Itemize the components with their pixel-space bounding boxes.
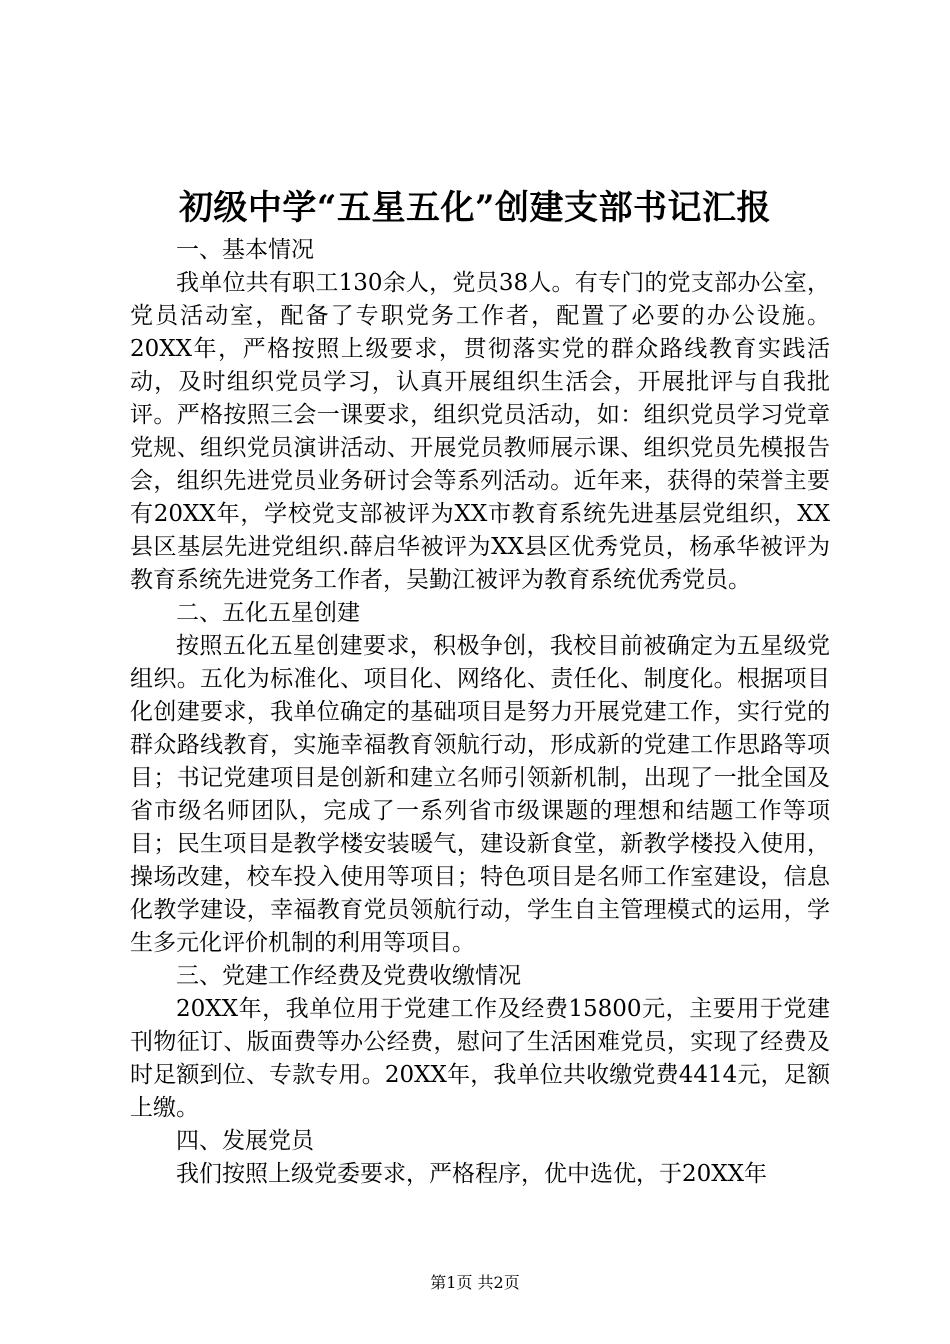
paragraph-basic: 我单位共有职工130余人，党员38人。有专门的党支部办公室，党员活动室，配备了专职党务工作者，配置了必要的办公设施。20XX年，严格按照上级要求，贯彻落实党的群众路线教育实践活动，及时组织党员学习，认真开展组织生活会，开展批评与自我批评。严格按照三会一课要求，组织党员活动，如：组织党员学习党章党规、组织党员演讲活动、开展党员教师展示课、组织党员先模报告会，组织先进党员业务研讨会等系列活动。近年来，获得的荣誉主要有20XX年，学校党支部被评为XX市教育系统先进基层党组织，XX县区基层先进党组织.薛启华被评为XX县区优秀党员，杨承华被评为教育系统先进党务工作者，吴勤江被评为教育系统优秀党员。 bbox=[130, 270, 830, 593]
page-number: 第1页 共2页 bbox=[430, 1273, 520, 1292]
section-heading-basic: 一、基本情况 bbox=[176, 237, 314, 263]
paragraph-funding: 20XX年，我单位用于党建工作及经费15800元，主要用于党建刊物征订、版面费等办公经费，慰问了生活困难党员，实现了经费及时足额到位、专款专用。20XX年，我单位共收缴党费4414元，足额上缴。 bbox=[130, 996, 830, 1121]
section-heading-funding: 三、党建工作经费及党费收缴情况 bbox=[176, 963, 521, 989]
section-heading-recruitment: 四、发展党员 bbox=[176, 1128, 314, 1154]
paragraph-recruitment: 我们按照上级党委要求，严格程序，优中选优，于20XX年 bbox=[176, 1161, 768, 1187]
paragraph-five-star: 按照五化五星创建要求，积极争创，我校目前被确定为五星级党组织。五化为标准化、项目化、网络化、责任化、制度化。根据项目化创建要求，我单位确定的基础项目是努力开展党建工作，实行党的群众路线教育，实施幸福教育领航行动，形成新的党建工作思路等项目；书记党建项目是创新和建立名师引领新机制，出现了一批全国及省市级名师团队，完成了一系列省市级课题的理想和结题工作等项目；民生项目是教学楼安装暖气，建设新食堂，新教学楼投入使用，操场改建，校车投入使用等项目；特色项目是名师工作室建设，信息化教学建设，幸福教育党员领航行动，学生自主管理模式的运用，学生多元化评价机制的利用等项目。 bbox=[130, 633, 830, 956]
document-title: 初级中学“五星五化”创建支部书记汇报 bbox=[178, 188, 772, 228]
document-body bbox=[130, 234, 830, 1191]
section-heading-five-star: 二、五化五星创建 bbox=[176, 600, 360, 626]
